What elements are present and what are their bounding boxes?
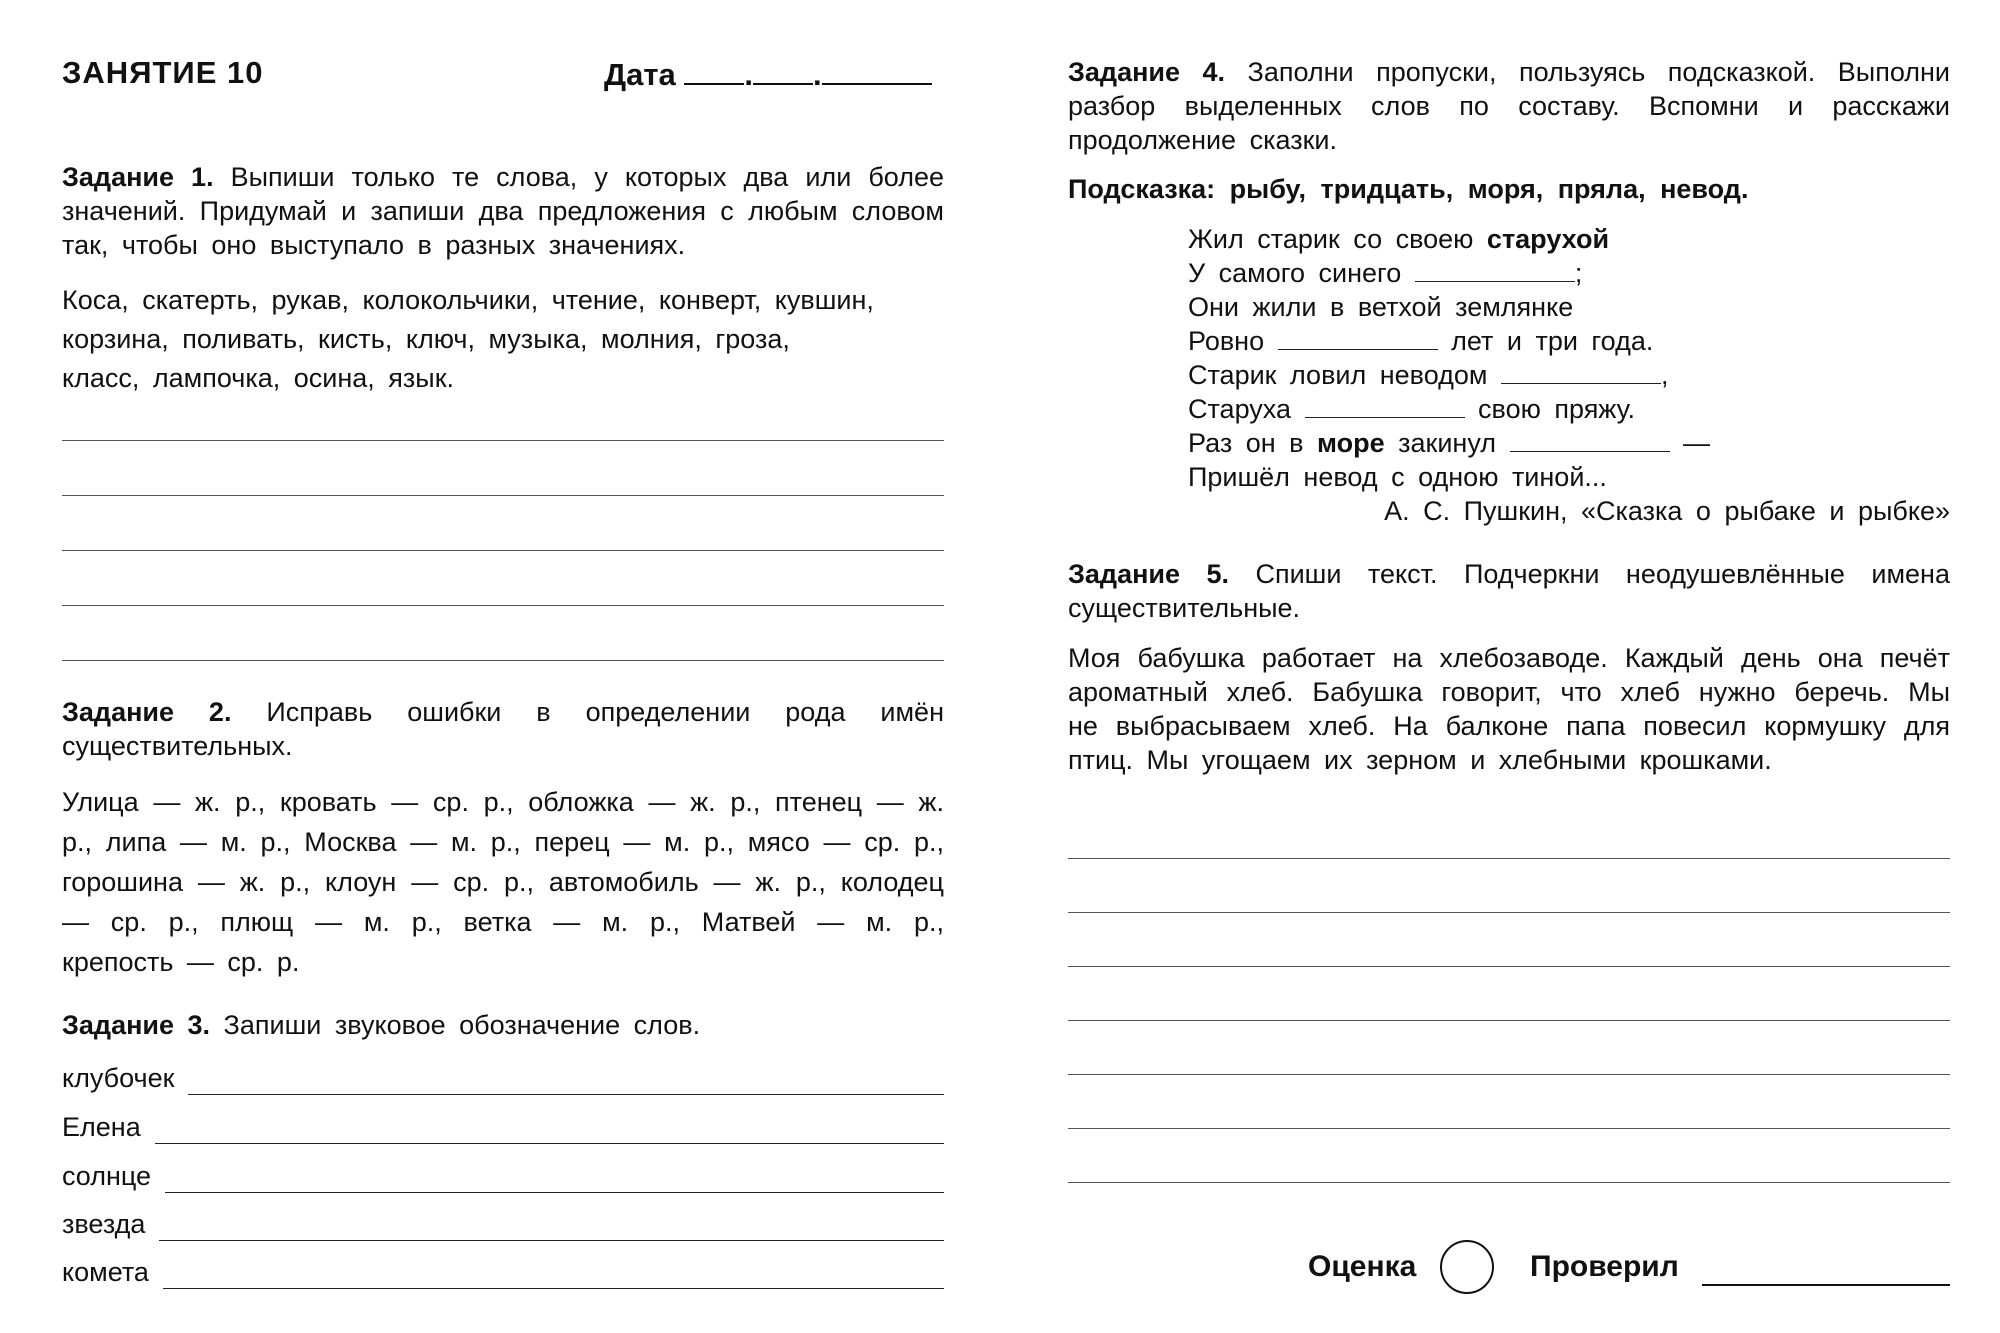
date-day-blank[interactable] [684,55,744,85]
answer-line[interactable] [159,1214,944,1241]
answer-line[interactable] [62,660,944,661]
task3-word: клубочек [62,1063,175,1093]
task5-label: Задание 5. [1068,559,1229,589]
fill-blank[interactable] [1510,427,1670,452]
answer-line[interactable] [1068,1020,1950,1021]
task2-instruction [62,695,944,763]
poem-bold-word: море [1317,428,1385,458]
checked-by-label: Проверил [1530,1250,1679,1283]
task4-label: Задание 4. [1068,57,1226,87]
fill-blank[interactable] [1305,393,1465,418]
answer-line[interactable] [188,1068,944,1095]
task5-instruction [1068,557,1950,625]
answer-line[interactable] [155,1117,944,1144]
task1-words [62,283,944,400]
fill-blank[interactable] [1501,359,1661,384]
answer-line[interactable] [62,605,944,606]
task4-text: Заполни пропуски, пользуясь подсказкой. Выполни разбор выделенных слов по составу. Вспомни и расскажи продолжение сказки. [1068,57,1950,155]
answer-line[interactable] [62,495,944,496]
task3-word: звезда [62,1209,146,1239]
task1-label: Задание 1. [62,162,214,192]
task3-label: Задание 3. [62,1010,211,1040]
answer-line[interactable] [62,550,944,551]
grade-circle[interactable] [1440,1240,1494,1294]
task1-words-line: корзина, поливать, кисть, ключ, музыка, молния, гроза, [62,324,790,354]
task3-instruction [62,1008,944,1042]
answer-line[interactable] [1068,858,1950,859]
date-label: Дата [604,57,676,92]
answer-line[interactable] [1068,966,1950,967]
poem-line: Пришёл невод с одною тиной... [1188,462,1607,492]
task3-word: комета [62,1257,149,1287]
fill-blank[interactable] [1415,257,1575,282]
task2-label: Задание 2. [62,697,232,727]
task5-text: Спиши текст. Подчеркни неодушевлённые имена существительные. [1068,559,1950,623]
task3-row[interactable] [62,1207,944,1241]
poem-line: Ровно лет и три года. [1188,326,1654,356]
task2-body: Улица — ж. р., кровать — ср. р., обложка — ж. р., птенец — ж. р., липа — м. р., Москва — м. р., перец — м. р., мясо — ср. р., горошина — ж. р., клоун — ср. р., автомобиль — ж. р., колодец — ср. р., плющ — м. р., ветка — м. р., Матвей — м. р., крепость — ср. р. [62,787,944,977]
date-separator: . [744,57,753,92]
answer-line[interactable] [62,440,944,441]
task4-instruction [1068,55,1950,157]
poem-bold-word: старухой [1486,224,1610,254]
task4-hint: Подсказка: рыбу, тридцать, моря, пряла, невод. [1068,174,1749,204]
grade-label: Оценка [1308,1250,1417,1283]
answer-line[interactable] [165,1166,944,1193]
task3-word: солнце [62,1161,152,1191]
date-field[interactable] [604,55,932,93]
date-year-blank[interactable] [822,55,932,85]
answer-line[interactable] [1068,1074,1950,1075]
lesson-title: ЗАНЯТИЕ 10 [62,55,264,90]
date-month-blank[interactable] [753,55,813,85]
poem [1188,222,1710,494]
answer-line[interactable] [1068,1128,1950,1129]
poem-line: Старуха свою пряжу. [1188,394,1635,424]
poem-line: У самого синего ; [1188,258,1583,288]
poem-line: Старик ловил неводом , [1188,360,1669,390]
task3-row[interactable] [62,1110,944,1144]
task3-word: Елена [62,1112,141,1142]
answer-line[interactable] [163,1262,944,1289]
task3-row[interactable] [62,1061,944,1095]
task1-words-line: Коса, скатерть, рукав, колокольчики, чтение, конверт, кувшин, [62,285,874,315]
task3-row[interactable] [62,1159,944,1193]
task5-body: Моя бабушка работает на хлебозаводе. Каждый день она печёт ароматный хлеб. Бабушка говорит, что хлеб нужно беречь. Мы не выбрасываем хлеб. На балконе папа повесил кормушку для птиц. Мы угощаем их зерном и хлебными крошками. [1068,643,1950,775]
checked-by-line[interactable] [1702,1284,1950,1286]
task3-row[interactable] [62,1255,944,1289]
date-separator: . [813,57,822,92]
answer-line[interactable] [1068,1182,1950,1183]
task3-text: Запиши звуковое обозначение слов. [223,1010,701,1040]
task2-text: Исправь ошибки в определении рода имён существительных. [62,697,944,761]
task1-instruction [62,160,944,262]
poem-line: Жил старик со своею старухой [1188,224,1610,254]
fill-blank[interactable] [1278,325,1438,350]
poem-author: А. С. Пушкин, «Сказка о рыбаке и рыбке» [1384,496,1950,526]
answer-line[interactable] [1068,912,1950,913]
task1-words-line: класс, лампочка, осина, язык. [62,363,455,393]
poem-line: Они жили в ветхой землянке [1188,292,1574,322]
poem-line: Раз он в море закинул — [1188,428,1711,458]
task1-text: Выпиши только те слова, у которых два или более значений. Придумай и запиши два предложения с любым словом так, чтобы оно выступало в разных значениях. [62,162,944,260]
grading-footer [1308,1240,1950,1310]
